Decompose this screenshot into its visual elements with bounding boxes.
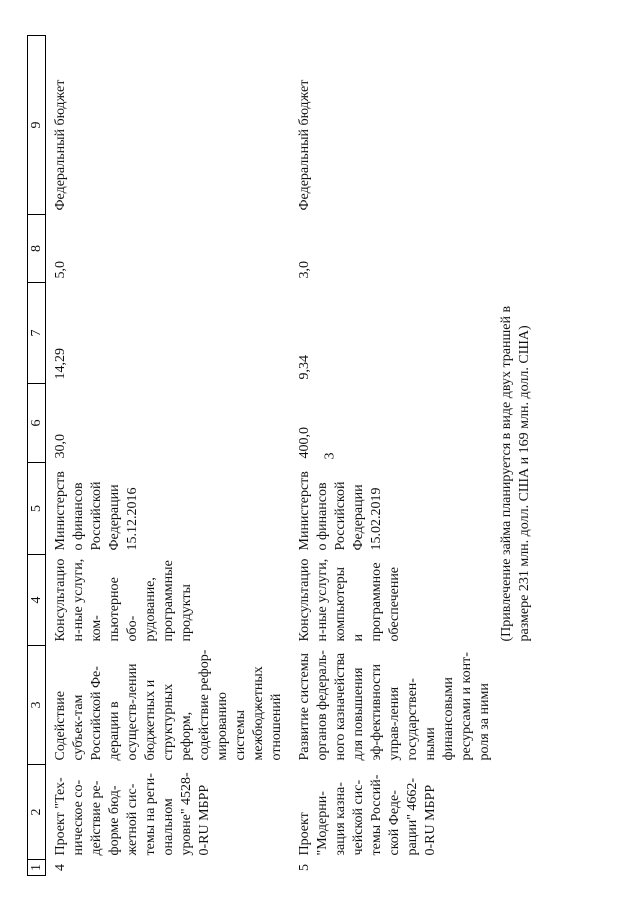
value-col7: 14,29	[53, 348, 68, 380]
header-cell: 9	[28, 36, 46, 215]
header-cell: 7	[28, 283, 46, 384]
value-col8: 3,0	[297, 261, 312, 279]
row-number: 5	[297, 864, 312, 871]
table-row	[46, 36, 291, 876]
header-cell: 1	[28, 860, 46, 876]
project-name: Проект "Тех-ническое со-действие ре-форме бюд-жетной сис-темы на реги-ональном уровне" 4528-0-RU МБРР	[53, 772, 212, 856]
row-number: 4	[53, 864, 68, 871]
value-col6: 400,0	[297, 427, 312, 459]
value-col7: 9,34	[297, 355, 312, 380]
header-cell: 4	[28, 555, 46, 646]
executor-date: Министерство финансов Российской Федерации 15.12.2016	[53, 471, 140, 551]
funding-source: Федеральный бюджет	[297, 79, 312, 211]
executor-date: Министерство финансов Российской Федерации 15.02.2019	[297, 471, 384, 551]
note-row	[498, 36, 538, 876]
loan-note: (Привлечение займа планируется в виде двух траншей в размере 231 млн. долл. США и 169 млн. долл. США)	[499, 305, 532, 642]
project-goal: Содействие субъек-там Российской Фе-дерации в осуществ-лении бюджетных и структурных реформ, содействие рефор-мированию системы межбюджетных отношений	[53, 649, 284, 761]
header-cell: 8	[28, 215, 46, 283]
header-cell: 3	[28, 646, 46, 765]
document-sheet	[27, 36, 532, 876]
value-col6: 30,0	[53, 434, 68, 459]
header-cell: 6	[28, 384, 46, 463]
table-row	[290, 36, 498, 876]
value-col8: 5,0	[53, 261, 68, 279]
header-row	[28, 36, 46, 876]
project-name: Проект "Модерни-зация казна-чейской сис-темы Россий-ской Феде-рации" 4662-0-RU МБРР	[297, 774, 438, 856]
project-goal: Развитие системы органов федераль-ного казначейства для повышения эф-фективности управ-ления государствен-ными финансовыми ресурсами и конт-роля за ними	[297, 650, 492, 761]
page-number: 3	[322, 452, 338, 460]
header-cell: 2	[28, 765, 46, 860]
funds-usage: Консультацион-ные услуги, компьютеры и программное обеспечение	[297, 558, 402, 642]
header-cell: 5	[28, 463, 46, 555]
funds-usage: Консультацион-ные услуги, ком-пьютерное обо-рудование, программные продукты	[53, 558, 194, 642]
funding-source: Федеральный бюджет	[53, 79, 68, 211]
projects-table	[27, 35, 538, 876]
